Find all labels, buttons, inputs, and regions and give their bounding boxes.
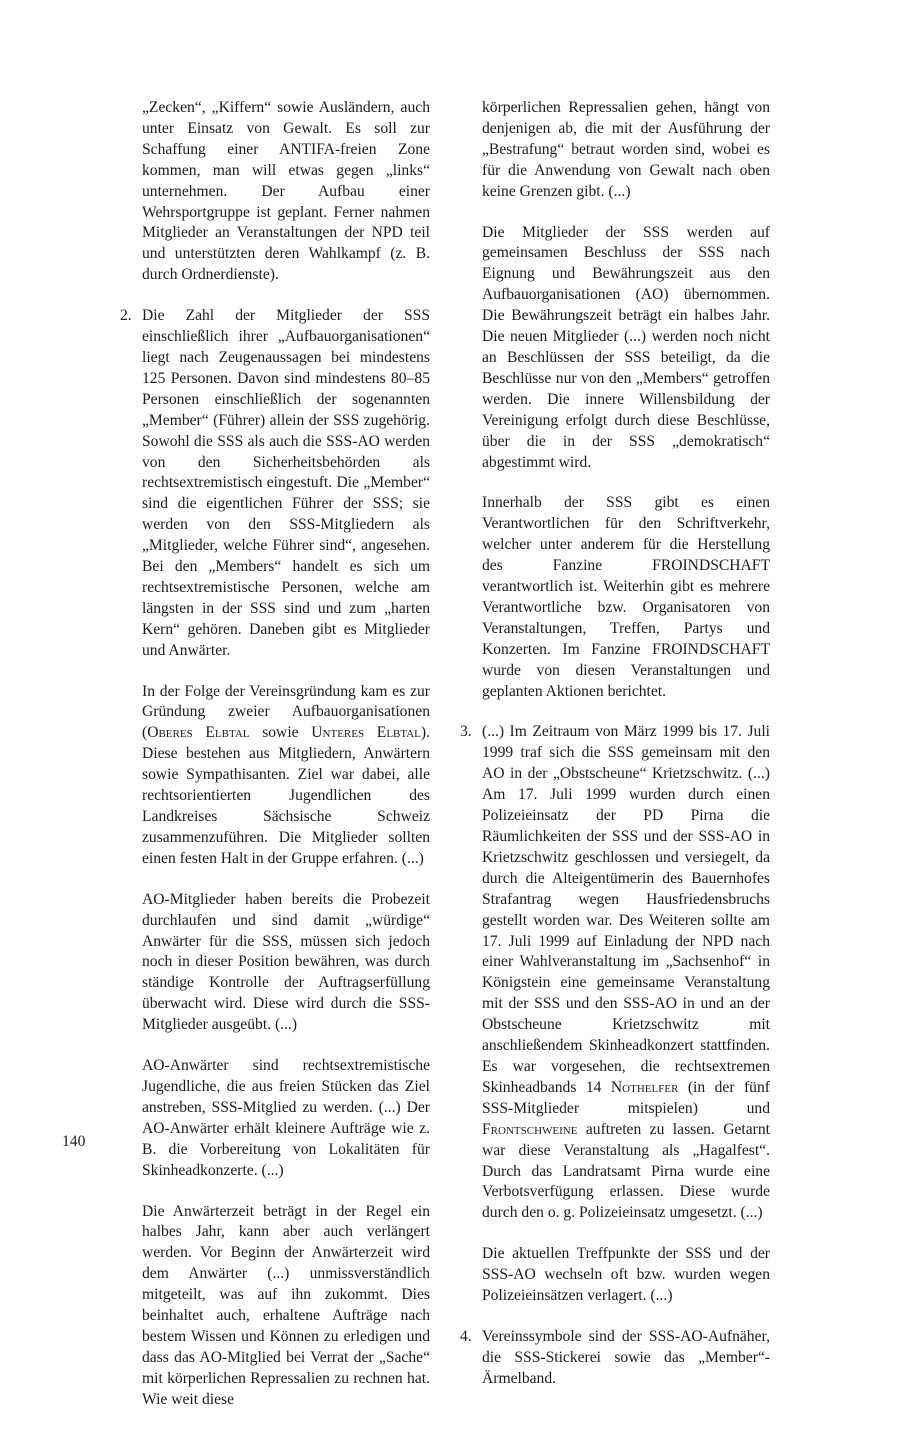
left-column [120,98,430,1431]
list-item-4 [460,1327,770,1390]
list-item-text: Die Zahl der Mitglieder der SSS einschließlich ihrer „Aufbauorganisationen“ liegt nach Zeugenaussagen bei mindestens 125 Personen. Davon sind mindestens 80–85 Personen einschließlich der sogenannten „Member“ (Führer) allein der SSS zugehörig. Sowohl die SSS als auch die SSS-AO werden von den Sicherheitsbehörden als rechtsextremistisch eingestuft. Die „Member“ sind die eigentlichen Führer der SSS; sie werden von den SSS-Mitgliedern als „Mitglieder, welche Führer sind“, angesehen. Bei den „Members“ handelt es sich um rechtsextremistische Personen, welche am längsten in der SSS sind und zum „harten Kern“ gehören. Daneben gibt es Mitglieder und Anwärter. [142,307,430,659]
paragraph-treffpunkte: Die aktuellen Treffpunkte der SSS und der SSS-AO wechseln oft bzw. wurden wegen Polizeieinsätzen verlagert. (...) [482,1245,770,1305]
text-segment: ). Diese bestehen aus Mitgliedern, Anwärtern sowie Sympathisanten. Ziel war dabei, alle rechtsorientierten Jugendlichen des Landkreises Sächsische Schweiz zusammenzuführen. Die Mitglieder sollten einen festen Halt in der Gruppe erfahren. (...) [142,724,430,867]
list-item-3 [460,722,770,1224]
text-segment: In der Folge der Vereinsgründung kam es zur Gründung zweier Aufbauorganisationen ( [142,682,430,742]
paragraph-anwaerterzeit: Die Anwärterzeit beträgt in der Regel ein halbes Jahr, kann aber auch verlängert werden. Vor Beginn der Anwärterzeit wird dem Anwärter (...) unmissverständlich mitgeteilt, was auf ihn zukommt. Dies beinhaltet auch, erhaltene Aufträge nach bestem Wissen und Können zu erledigen und dass das AO-Mitglied bei Verrat der „Sache“ mit körperlichen Repressalien zu rechnen hat. Wie weit diese [142,1202,430,1408]
list-item-text: Vereinssymbole sind der SSS-AO-Aufnäher, die SSS-Stickerei sowie das „Member“-Ärmelband. [482,1327,770,1387]
text-segment: (in der fünf SSS-Mitglieder mitspielen) und [482,1078,770,1117]
text-segment: sowie [249,724,312,742]
small-caps-term: Frontschweine [482,1120,578,1138]
paragraph-mitglieder-sss: Die Mitglieder der SSS werden auf gemeinsamen Beschluss der SSS nach Eignung und Bewährungszeit aus den Aufbauorganisationen (AO) übernommen. Die Bewährungszeit beträgt ein halbes Jahr. Die neuen Mitglieder (...) werden noch nicht an Beschlüssen der SSS beteiligt, da die Beschlüsse nur von den „Members“ getroffen werden. Die innere Willensbildung der Vereinigung erfolgt durch diese Beschlüsse, über die in der SSS „demokratisch“ abgestimmt wird. [482,223,770,471]
paragraph-aufbauorganisationen [142,682,430,870]
paragraph-repressalien: körperlichen Repressalien gehen, hängt von denjenigen ab, die mit der Ausführung der „Bestrafung“ betraut worden sind, wobei es für die Anwendung von Gewalt nach oben keine Grenzen gibt. (...) [482,99,770,200]
text-segment: auftreten zu lassen. Getarnt war diese Veranstaltung als „Hagalfest“. Durch das Landratsamt Pirna wurde eine Verbotsverfügung erlassen. Diese wurde durch den o. g. Polizeieinsatz umgesetzt. (...) [482,1120,770,1222]
small-caps-term: Oberes Elbtal [147,724,250,742]
text-segment: (...) Im Zeitraum von März 1999 bis 17. Juli 1999 traf sich die SSS gemeinsam mit den AO in der „Obstscheune“ Krietzschwitz. (...) Am 17. Juli 1999 wurden durch einen Polizeieinsatz der PD Pirna die Räumlichkeiten der SSS und der SSS-AO in Krietzschwitz geschlossen und versiegelt, da durch die Alteigentümerin des Bauernhofes Strafantrag wegen Hausfriedensbruchs gestellt worden war. Des Weiteren sollte am 17. Juli 1999 auf Einladung der NPD nach einer Wahlveranstaltung im „Sachsenhof“ in Königstein eine gemeinsame Veranstaltung mit der SSS und den SSS-AO in und an der Obstscheune Krietzschwitz mit anschließendem Skinheadkonzert stattfinden. Es war vorgesehen, die rechtsextremen Skinheadbands [482,723,770,1096]
list-item-2 [120,306,430,661]
list-number: 4. [460,1327,472,1345]
paragraph-ao-mitglieder: AO-Mitglieder haben bereits die Probezeit durchlaufen und sind damit „würdige“ Anwärter für die SSS, müssen sich jedoch noch in dieser Position bewähren, was durch ständige Kontrolle der Auftragserfüllung überwacht wird. Diese wird durch die SSS-Mitglieder ausgeübt. (...) [142,890,430,1034]
paragraph-verantwortliche: Innerhalb der SSS gibt es einen Verantwortlichen für den Schriftverkehr, welcher unter anderem für die Herstellung des Fanzine FROINDSCHAFT verantwortlich ist. Weiterhin gibt es mehrere Verantwortliche bzw. Organisatoren von Veranstaltungen, Treffen, Partys und Konzerten. Im Fanzine FROINDSCHAFT wurde von diesen Veranstaltungen und geplanten Aktionen berichtet. [482,494,770,700]
small-caps-term: Unteres Elbtal [311,724,421,742]
paragraph-ao-anwaerter: AO-Anwärter sind rechtsextremistische Jugendliche, die aus freien Stücken das Ziel anstreben, SSS-Mitglied zu werden. (...) Der AO-Anwärter erhält kleinere Aufträge wie z. B. die Vorbereitung von Lokalitäten für Skinheadkonzerte. (...) [142,1057,430,1179]
small-caps-term: 14 Nothelfer [585,1078,679,1096]
list-number: 2. [120,307,132,325]
right-column [460,98,770,1410]
list-number: 3. [460,723,472,741]
paragraph-intro-left: „Zecken“, „Kiffern“ sowie Ausländern, auch unter Einsatz von Gewalt. Es soll zur Schaffung einer ANTIFA-freien Zone kommen, man will etwas gegen „links“ unternehmen. Der Aufbau einer Wehrsportgruppe ist geplant. Ferner nahmen Mitglieder an Veranstaltungen der NPD teil und unterstützten deren Wahlkampf (z. B. durch Ordnerdienste). [142,99,430,284]
page-number: 140 [62,1133,86,1150]
